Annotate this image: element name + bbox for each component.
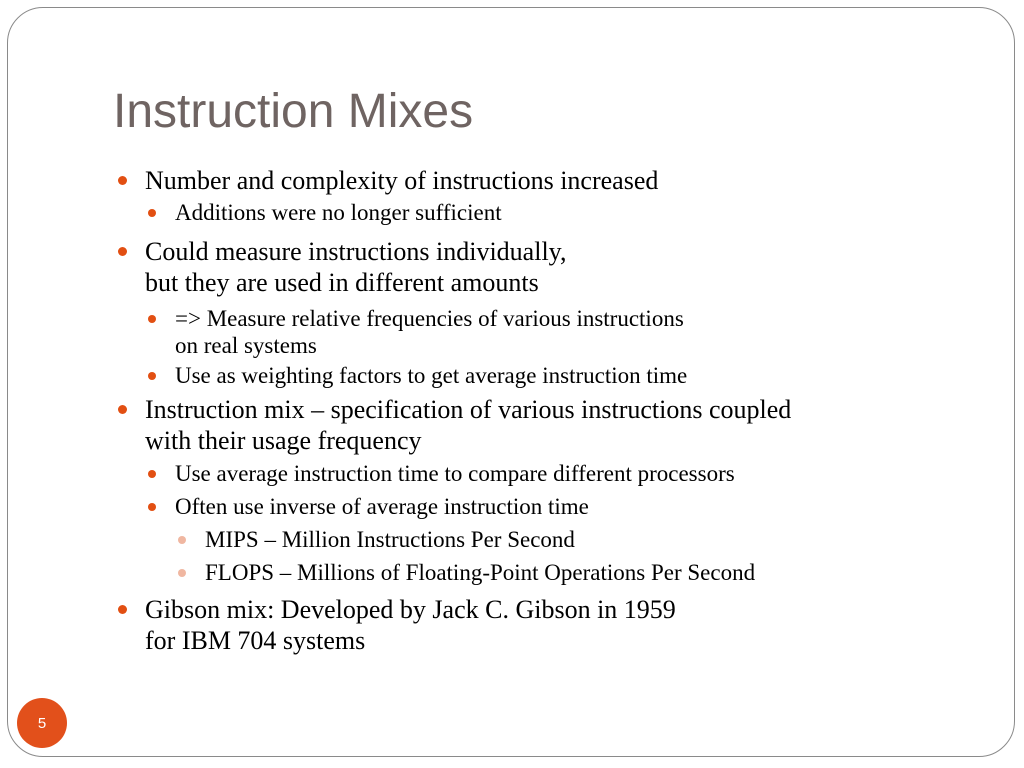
bullet-text: Gibson mix: Developed by Jack C. Gibson in 1959 xyxy=(145,595,676,624)
page-number-badge xyxy=(17,698,67,748)
bullet-text: for IBM 704 systems xyxy=(145,626,366,655)
bullet-item xyxy=(118,165,988,196)
bullet-item xyxy=(118,199,988,227)
bullet-text: Use average instruction time to compare different processors xyxy=(175,461,735,486)
bullet-dot-icon xyxy=(148,503,156,511)
bullet-dot-icon xyxy=(118,605,127,614)
bullet-dot-icon xyxy=(118,176,127,185)
bullet-text: MIPS – Million Instructions Per Second xyxy=(205,527,575,552)
bullet-dot-icon xyxy=(148,372,156,380)
bullet-text: Use as weighting factors to get average instruction time xyxy=(175,363,688,388)
bullet-item xyxy=(118,493,988,521)
bullet-item xyxy=(118,236,988,298)
bullet-item xyxy=(118,394,988,456)
bullet-dot-icon xyxy=(148,470,156,478)
bullet-item xyxy=(118,526,988,554)
bullet-dot-icon xyxy=(148,315,156,323)
bullet-item xyxy=(118,362,988,390)
bullet-text: Often use inverse of average instruction time xyxy=(175,494,589,519)
bullet-item xyxy=(118,305,988,359)
bullet-text: Number and complexity of instructions increased xyxy=(145,166,659,195)
bullet-text: Additions were no longer sufficient xyxy=(175,200,502,225)
bullet-dot-icon xyxy=(178,569,186,577)
bullet-text: Could measure instructions individually, xyxy=(145,237,567,266)
bullet-dot-icon xyxy=(118,247,127,256)
bullet-dot-icon xyxy=(118,405,127,414)
bullet-text: with their usage frequency xyxy=(145,426,422,455)
slide-title: Instruction Mixes xyxy=(113,85,474,138)
bullet-item xyxy=(118,594,988,656)
bullet-text: FLOPS – Millions of Floating-Point Operations Per Second xyxy=(205,560,756,585)
page-number: 5 xyxy=(37,714,47,732)
bullet-list xyxy=(118,165,988,656)
bullet-text: but they are used in different amounts xyxy=(145,268,539,297)
bullet-text: => Measure relative frequencies of various instructions xyxy=(175,306,684,331)
bullet-text: on real systems xyxy=(175,333,317,358)
bullet-dot-icon xyxy=(178,536,186,544)
bullet-item xyxy=(118,460,988,488)
bullet-text: Instruction mix – specification of various instructions coupled xyxy=(145,395,792,424)
bullet-dot-icon xyxy=(148,209,156,217)
bullet-item xyxy=(118,559,988,587)
